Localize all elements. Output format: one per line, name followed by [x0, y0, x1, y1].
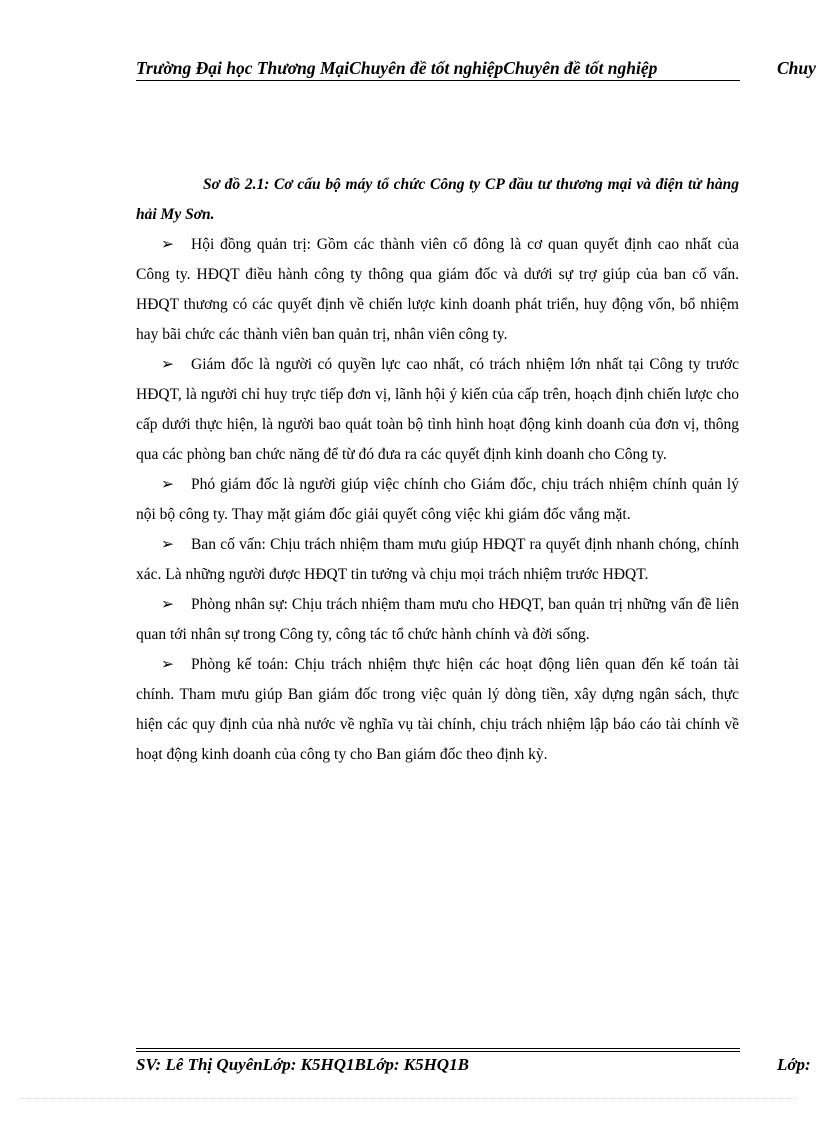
bullet-arrow-icon: ➢	[161, 236, 174, 253]
footer-rule-bottom	[136, 1051, 740, 1052]
paragraph-phong-nhan-su	[136, 590, 739, 650]
bullet-arrow-icon: ➢	[161, 356, 174, 373]
paragraph-text: Phó giám đốc là người giúp việc chính cho Giám đốc, chịu trách nhiệm chính quản lý nội bộ công ty. Thay mặt giám đốc giải quyết công việc khi giám đốc vắng mặt.	[136, 476, 739, 523]
header-rule	[136, 80, 740, 81]
bullet-arrow-icon: ➢	[161, 596, 174, 613]
paragraph-text: Phòng nhân sự: Chịu trách nhiệm tham mưu cho HĐQT, ban quản trị những vấn đề liên quan tới nhân sự trong Công ty, công tác tổ chức hành chính và đời sống.	[136, 596, 739, 643]
header-title: Trường Đại học Thương MạiChuyên đề tốt nghiệpChuyên đề tốt nghiệp	[136, 58, 658, 78]
footer-rule-top	[136, 1048, 740, 1049]
footer-student-info: SV: Lê Thị QuyênLớp: K5HQ1BLớp: K5HQ1B	[136, 1055, 469, 1074]
paragraph-giam-doc	[136, 350, 739, 470]
page-bottom-border	[20, 1098, 796, 1099]
paragraph-phong-ke-toan	[136, 650, 739, 770]
paragraph-ban-co-van	[136, 530, 739, 590]
paragraph-text: Phòng kế toán: Chịu trách nhiệm thực hiện các hoạt động liên quan đến kế toán tài chính. Tham mưu giúp Ban giám đốc trong việc quản lý dòng tiền, xây dựng ngân sách, thực hiện các quy định của nhà nước về nghĩa vụ tài chính, chịu trách nhiệm lập báo cáo tài chính về hoạt động kinh doanh của công ty cho Ban giám đốc theo định kỳ.	[136, 656, 739, 763]
paragraph-text: Hội đồng quản trị: Gồm các thành viên cổ đông là cơ quan quyết định cao nhất của Công ty. HĐQT điều hành công ty thông qua giám đốc và dưới sự trợ giúp của ban cố vấn. HĐQT thương có các quyết định về chiến lược kinh doanh phát triển, huy động vốn, bổ nhiệm hay bãi chức các thành viên ban quản trị, nhân viên công ty.	[136, 236, 739, 343]
figure-caption	[136, 170, 739, 230]
footer-class-overflow: Lớp:	[777, 1055, 811, 1074]
paragraph-pho-giam-doc	[136, 470, 739, 530]
paragraph-hoi-dong-quan-tri	[136, 230, 739, 350]
paragraph-text: Ban cố vấn: Chịu trách nhiệm tham mưu giúp HĐQT ra quyết định nhanh chóng, chính xác. Là những người được HĐQT tin tưởng và chịu mọi trách nhiệm trước HĐQT.	[136, 536, 739, 583]
bullet-arrow-icon: ➢	[161, 536, 174, 553]
body-text	[136, 230, 739, 770]
page-header	[136, 54, 816, 82]
caption-text: Sơ đồ 2.1: Cơ cấu bộ máy tổ chức Công ty CP đầu tư thương mại và điện tử hàng hải My Sơn.	[136, 176, 739, 223]
header-title-overflow: Chuy	[777, 58, 816, 78]
bullet-arrow-icon: ➢	[161, 656, 174, 673]
bullet-arrow-icon: ➢	[161, 476, 174, 493]
paragraph-text: Giám đốc là người có quyền lực cao nhất, có trách nhiệm lớn nhất tại Công ty trước HĐQT, là người chỉ huy trực tiếp đơn vị, lãnh hội ý kiến của cấp trên, hoạch định chiến lược cho cấp dưới thực hiện, là người bao quát toàn bộ tình hình hoạt động kinh doanh của đơn vị, thông qua các phòng ban chức năng để từ đó đưa ra các quyết định kinh doanh cho Công ty.	[136, 356, 739, 463]
page-footer	[136, 1054, 816, 1080]
